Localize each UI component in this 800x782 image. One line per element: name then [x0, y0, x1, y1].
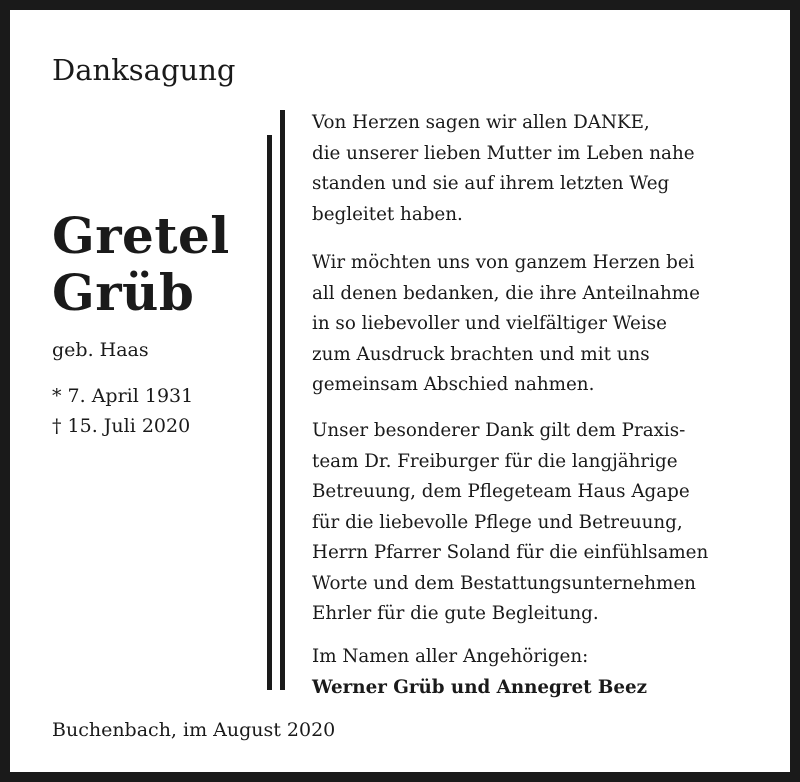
- thanks-paragraph-2: [312, 248, 700, 401]
- first-name: Gretel: [52, 206, 230, 265]
- birth-date: * 7. April 1931: [52, 385, 194, 407]
- text-line: Betreuung, dem Pflegeteam Haus Agape: [312, 481, 690, 502]
- signoff: [312, 642, 647, 703]
- signoff-intro: Im Namen aller Angehörigen:: [312, 646, 589, 667]
- text-line: in so liebevoller und vielfältiger Weise: [312, 313, 667, 334]
- signers: Werner Grüb und Annegret Beez: [312, 676, 647, 698]
- place-date: Buchenbach, im August 2020: [52, 719, 336, 741]
- text-line: Wir möchten uns von ganzem Herzen bei: [312, 252, 695, 273]
- text-line: gemeinsam Abschied nahmen.: [312, 374, 595, 395]
- text-line: begleitet haben.: [312, 203, 463, 225]
- maiden-name: geb. Haas: [52, 339, 149, 361]
- text-line: Von Herzen sagen wir allen DANKE,: [312, 112, 650, 133]
- deceased-name: [52, 207, 230, 321]
- text-line: team Dr. Freiburger für die langjährige: [312, 450, 678, 472]
- text-line: all denen bedanken, die ihre Anteilnahme: [312, 282, 700, 304]
- notice-heading: Danksagung: [52, 53, 236, 87]
- divider-rule-left: [267, 135, 272, 690]
- text-line: die unserer lieben Mutter im Leben nahe: [312, 142, 695, 164]
- text-line: Unser besonderer Dank gilt dem Praxis-: [312, 420, 686, 441]
- death-date: † 15. Juli 2020: [52, 415, 191, 437]
- thanks-paragraph-1: [312, 108, 695, 230]
- text-line: Herrn Pfarrer Soland für die einfühlsamen: [312, 542, 709, 563]
- text-line: für die liebevolle Pflege und Betreuung,: [312, 511, 683, 533]
- text-line: standen und sie auf ihrem letzten Weg: [312, 173, 670, 194]
- life-dates: [52, 381, 193, 441]
- thanks-paragraph-3: [312, 416, 708, 630]
- text-line: zum Ausdruck brachten und mit uns: [312, 343, 650, 365]
- text-line: Worte und dem Bestattungsunternehmen: [312, 572, 696, 594]
- last-name: Grüb: [52, 263, 195, 322]
- divider-rule-right: [280, 110, 285, 690]
- text-line: Ehrler für die gute Begleitung.: [312, 603, 599, 624]
